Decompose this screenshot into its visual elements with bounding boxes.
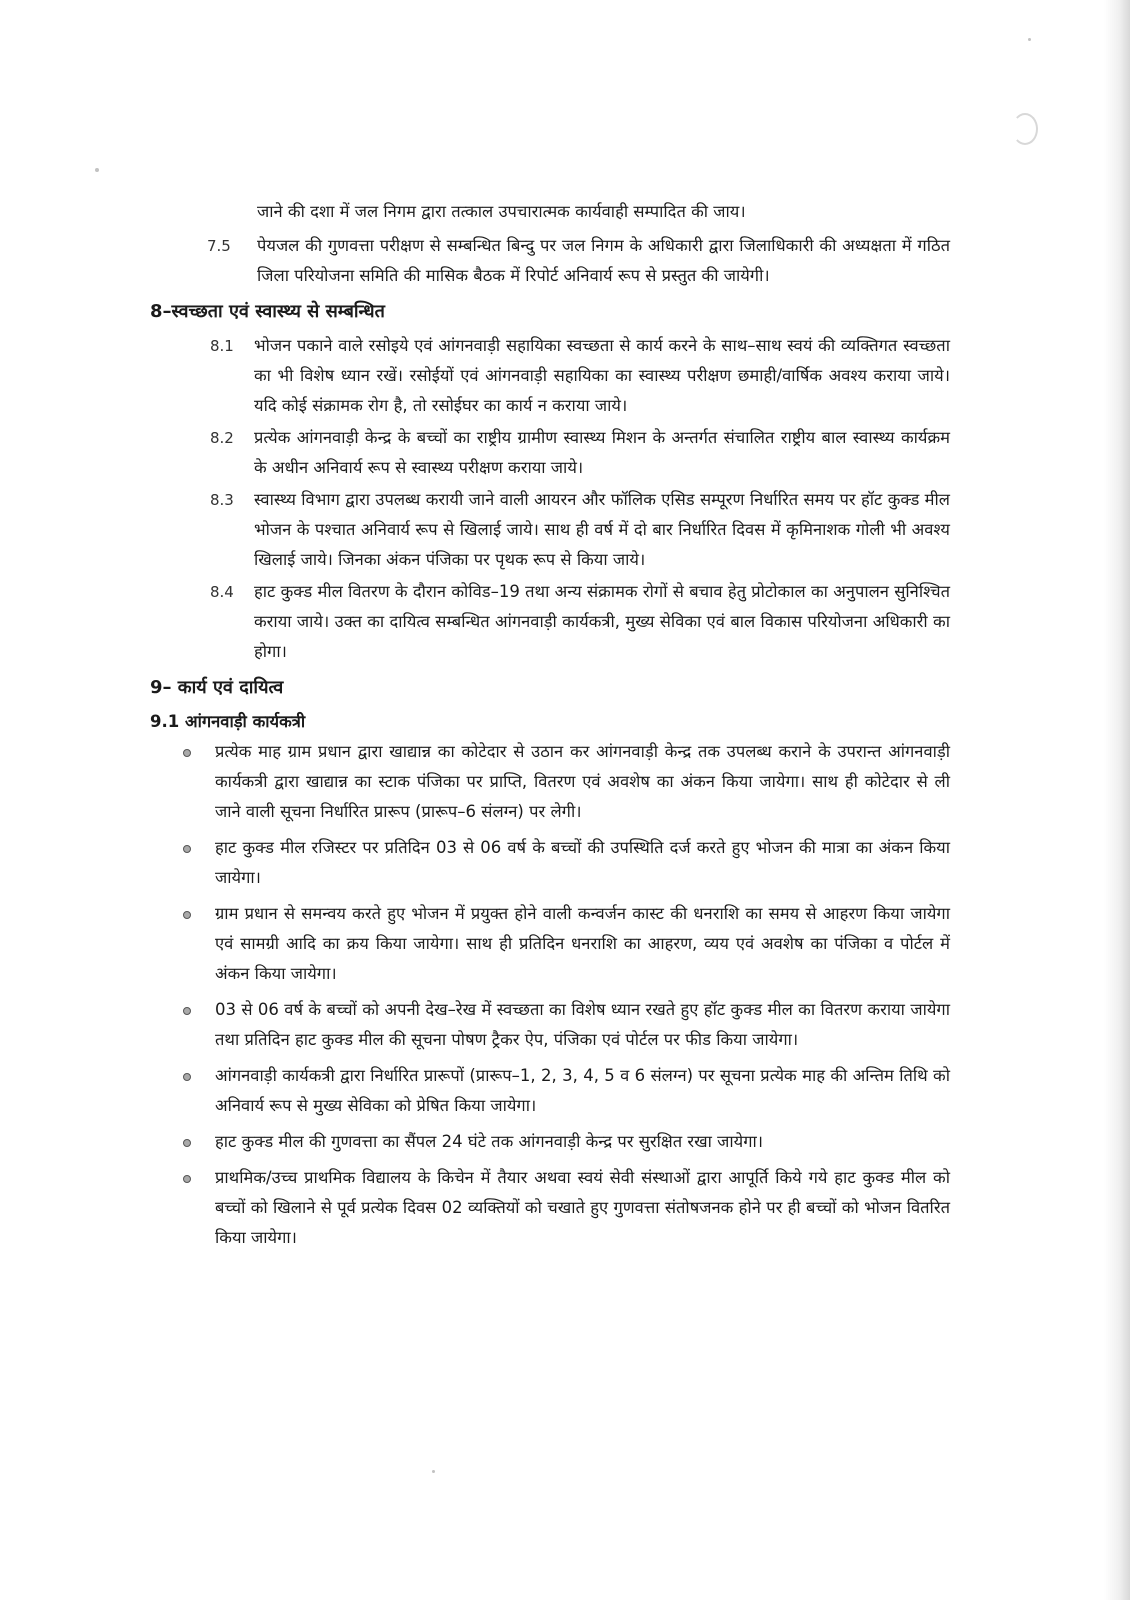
subsection-9-1-heading: 9.1 आंगनवाड़ी कार्यकत्री bbox=[150, 712, 306, 731]
list-item-text: आंगनवाड़ी कार्यकत्री द्वारा निर्धारित प्रारूपों (प्रारूप–1, 2, 3, 4, 5 व 6 संलग्न) पर सूचना प्रत्येक माह की अन्तिम तिथि को अनिवार्य रूप से मुख्य सेविका को प्रेषित किया जायेगा। bbox=[215, 1066, 950, 1115]
list-item-text: 03 से 06 वर्ष के बच्चों को अपनी देख–रेख में स्वच्छता का विशेष ध्यान रखते हुए हॉट कुक्ड मील का वितरण कराया जायेगा तथा प्रतिदिन हाट कुक्ड मील की सूचना पोषण ट्रैकर ऐप, पंजिका एवं पोर्टल पर फीड किया जायेगा। bbox=[215, 1000, 950, 1049]
clause-8-2 bbox=[150, 423, 950, 483]
bullet-icon bbox=[183, 911, 191, 919]
clause-number: 8.4 bbox=[210, 583, 234, 601]
clause-8-3 bbox=[150, 485, 950, 575]
list-item-text: प्राथमिक/उच्च प्राथमिक विद्यालय के किचेन में तैयार अथवा स्वयं सेवी संस्थाओं द्वारा आपूर्ति किये गये हाट कुक्ड मील को बच्चों को खिलाने से पूर्व प्रत्येक दिवस 02 व्यक्तियों को चखाते हुए गुणवत्ता संतोषजनक होने पर ही बच्चों को भोजन वितरित किया जायेगा। bbox=[215, 1168, 950, 1247]
clause-number: 8.2 bbox=[210, 429, 234, 447]
bullet-icon bbox=[183, 749, 191, 757]
clause-text: स्वास्थ्य विभाग द्वारा उपलब्ध करायी जाने वाली आयरन और फॉलिक एसिड सम्पूरण निर्धारित समय पर हॉट कुक्ड मील भोजन के पश्चात अनिवार्य रूप से खिलाई जाये। साथ ही वर्ष में दो बार निर्धारित दिवस में कृमिनाशक गोली भी अवश्य खिलाई जाये। जिनका अंकन पंजिका पर पृथक रूप से किया जाये। bbox=[254, 490, 950, 569]
list-item bbox=[150, 899, 950, 989]
continuation-text: जाने की दशा में जल निगम द्वारा तत्काल उपचारात्मक कार्यवाही सम्पादित की जाय। bbox=[257, 202, 746, 221]
document-body bbox=[150, 197, 950, 1259]
bullet-icon bbox=[183, 845, 191, 853]
clause-number: 8.1 bbox=[210, 337, 234, 355]
list-item bbox=[150, 1163, 950, 1253]
list-item-text: प्रत्येक माह ग्राम प्रधान द्वारा खाद्यान्न का कोटेदार से उठान कर आंगनवाड़ी केन्द्र तक उपलब्ध कराने के उपरान्त आंगनवाड़ी कार्यकत्री द्वारा खाद्यान्न का स्टाक पंजिका पर प्राप्ति, वितरण एवं अवशेष का अंकन किया जायेगा। साथ ही कोटेदार से ली जाने वाली सूचना निर्धारित प्रारूप (प्रारूप–6 संलग्न) पर लेगी। bbox=[215, 742, 950, 821]
clause-number: 8.3 bbox=[210, 491, 234, 509]
clause-8-4 bbox=[150, 577, 950, 667]
scan-speck bbox=[1028, 38, 1031, 41]
clause-8-1 bbox=[150, 331, 950, 421]
list-item-text: हाट कुक्ड मील की गुणवत्ता का सैंपल 24 घंटे तक आंगनवाड़ी केन्द्र पर सुरक्षित रखा जायेगा। bbox=[215, 1132, 764, 1151]
scan-speck bbox=[95, 168, 99, 172]
scan-speck bbox=[432, 1470, 435, 1473]
scan-edge-shadow bbox=[1104, 0, 1130, 1600]
clause-text: पेयजल की गुणवत्ता परीक्षण से सम्बन्धित बिन्दु पर जल निगम के अधिकारी द्वारा जिलाधिकारी की अध्यक्षता में गठित जिला परियोजना समिति की मासिक बैठक में रिपोर्ट अनिवार्य रूप से प्रस्तुत की जायेगी। bbox=[257, 236, 950, 285]
list-item-text: ग्राम प्रधान से समन्वय करते हुए भोजन में प्रयुक्त होने वाली कन्वर्जन कास्ट की धनराशि का समय से आहरण किया जायेगा एवं सामग्री आदि का क्रय किया जायेगा। साथ ही प्रतिदिन धनराशि का आहरण, व्यय एवं अवशेष का पंजिका व पोर्टल में अंकन किया जायेगा। bbox=[215, 904, 950, 983]
clause-text: भोजन पकाने वाले रसोइये एवं आंगनवाड़ी सहायिका स्वच्छता से कार्य करने के साथ–साथ स्वयं की व्यक्तिगत स्वच्छता का भी विशेष ध्यान रखें। रसोईयों एवं आंगनवाड़ी सहायिका का स्वास्थ्य परीक्षण छमाही/वार्षिक अवश्य कराया जाये। यदि कोई संक्रामक रोग है, तो रसोईघर का कार्य न कराया जाये। bbox=[254, 336, 950, 415]
bullet-icon bbox=[183, 1175, 191, 1183]
list-item bbox=[150, 737, 950, 827]
clause-7-5 bbox=[150, 231, 950, 291]
list-item bbox=[150, 1127, 950, 1157]
list-item bbox=[150, 833, 950, 893]
section-8-heading: 8–स्वच्छता एवं स्वास्थ्य से सम्बन्धित bbox=[150, 301, 385, 322]
bullet-icon bbox=[183, 1007, 191, 1015]
bullet-icon bbox=[183, 1073, 191, 1081]
clause-text: हाट कुक्ड मील वितरण के दौरान कोविड–19 तथा अन्य संक्रामक रोगों से बचाव हेतु प्रोटोकाल का अनुपालन सुनिश्चित कराया जाये। उक्त का दायित्व सम्बन्धित आंगनवाड़ी कार्यकत्री, मुख्य सेविका एवं बाल विकास परियोजना अधिकारी का होगा। bbox=[254, 582, 950, 661]
bullet-icon bbox=[183, 1139, 191, 1147]
section-9-heading: 9– कार्य एवं दायित्व bbox=[150, 677, 284, 698]
clause-text: प्रत्येक आंगनवाड़ी केन्द्र के बच्चों का राष्ट्रीय ग्रामीण स्वास्थ्य मिशन के अन्तर्गत संचालित राष्ट्रीय बाल स्वास्थ्य कार्यक्रम के अधीन अनिवार्य रूप से स्वास्थ्य परीक्षण कराया जाये। bbox=[254, 428, 950, 477]
punch-hole-mark bbox=[1012, 113, 1038, 145]
list-item bbox=[150, 995, 950, 1055]
list-item bbox=[150, 1061, 950, 1121]
clause-number: 7.5 bbox=[207, 237, 231, 255]
list-item-text: हाट कुक्ड मील रजिस्टर पर प्रतिदिन 03 से 06 वर्ष के बच्चों की उपस्थिति दर्ज करते हुए भोजन की मात्रा का अंकन किया जायेगा। bbox=[215, 838, 950, 887]
